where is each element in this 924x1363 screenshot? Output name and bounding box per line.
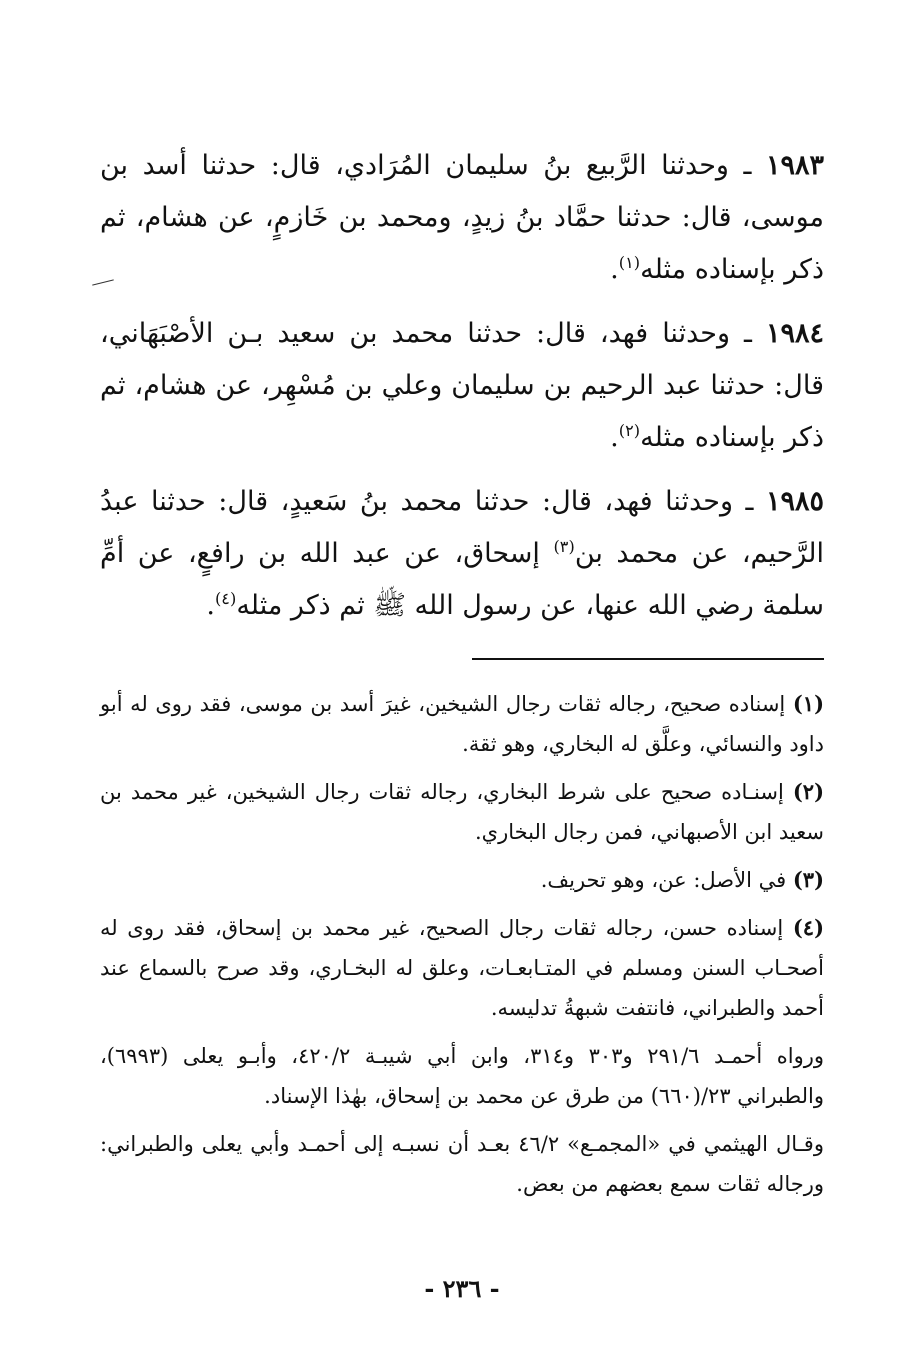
footnote-4-continuation: ورواه أحمـد ٢٩١/٦ و٣٠٣ و٣١٤، وابن أبي شيبـة ٤٢٠/٢، وأبـو يعلى (٦٩٩٣)، والطبراني ٢٣/(٦٦٠) من طرق عن محمد بن إسحاق، بهٰذا الإسناد.: [100, 1044, 824, 1108]
footnote-number: (١): [792, 691, 824, 716]
footnote-4-continuation: وقـال الهيثمي في «المجمـع» ٤٦/٢ بعـد أن نسبـه إلى أحمـد وأبي يعلى والطبراني: ورجاله ثقات سمع بعضهم من بعض.: [100, 1132, 824, 1196]
hadith-number: ١٩٨٣: [766, 150, 825, 181]
hadith-text: وحدثنا فهد، قال: حدثنا محمد بن سعيد بـن الأصْبَهَاني، قال: حدثنا عبد الرحيم بن سليمان وعلي بن مُسْهِر، عن هشام، ثم ذكر بإسناده مثله: [100, 318, 824, 453]
footnote-3: [100, 860, 824, 900]
hadith-1984: ١٩٨٤ ـ وحدثنا فهد، قال: حدثنا محمد بن سعيد بـن الأصْبَهَاني، قال: حدثنا عبد الرحيم بن سليمان وعلي بن مُسْهِر، عن هشام، ثم ذكر بإسناده مثله$^{(٢)}$.: [100, 318, 825, 453]
footnote-text: إسنـاده صحيح على شرط البخاري، رجاله ثقات رجال الشيخين، غير محمد بن سعيد ابن الأصبهاني، فمن رجال البخاري.: [100, 780, 824, 844]
footnote-text: في الأصل: عن، وهو تحريف.: [540, 868, 787, 892]
hadith-text: إسحاق، عن عبد الله بن رافعٍ، عن أمِّ سلمة رضي الله عنها، عن رسول الله ﷺ ثم ذكر مثله: [100, 538, 824, 621]
footnote-text: إسناده صحيح، رجاله ثقات رجال الشيخين، غيرَ أسد بن موسى، فقد روى له أبو داود والنسائي، وعلَّق له البخاري، وهو ثقة.: [100, 692, 824, 756]
hadith-number: ١٩٨٤: [766, 318, 825, 349]
hadith-number: ١٩٨٥: [765, 486, 824, 517]
footnote-ref: (٣): [553, 537, 575, 556]
footnote-divider: [472, 658, 824, 660]
footnote-ref: (٢): [618, 421, 641, 440]
hadith-text: وحدثنا الرَّبيع بنُ سليمان المُرَادي، قال: حدثنا أسد بن موسى، قال: حدثنا حمَّاد بنُ زيدٍ، ومحمد بن خَازمٍ، عن هشام، ثم ذكر بإسناده مثله: [100, 150, 824, 285]
footnote-1: [100, 684, 824, 764]
footnote-text: إسناده حسن، رجاله ثقات رجال الصحيح، غير محمد بن إسحاق، فقد روى له أصحـاب السنن ومسلم في المتـابعـات، وعلق له البخـاري، وقد صرح بالسماع عند أحمد والطبراني، فانتفت شبهةُ تدليسه.: [100, 916, 824, 1020]
hadith-1985: ١٩٨٥ ـ وحدثنا فهد، قال: حدثنا محمد بنُ سَعيدٍ، قال: حدثنا عبدُ الرَّحيم، عن محمد بن$^{(٣)}$ إسحاق، عن عبد الله بن رافعٍ، عن أمِّ سلمة رضي الله عنها، عن رسول الله ﷺ ثم ذكر مثله$^{(٤)}$.: [100, 486, 824, 621]
footnote-number: (٢): [792, 779, 824, 804]
footnote-number: (٣): [792, 867, 824, 892]
footnote-4: [100, 908, 824, 1028]
hadith-1983: ١٩٨٣ ـ وحدثنا الرَّبيع بنُ سليمان المُرَادي، قال: حدثنا أسد بن موسى، قال: حدثنا حمَّاد بنُ زيدٍ، ومحمد بن خَازمٍ، عن هشام، ثم ذكر بإسناده مثله$^{(١)}$.: [100, 150, 825, 285]
hadith-text: وحدثنا فهد، قال: حدثنا محمد بنُ سَعيدٍ، قال: حدثنا عبدُ الرَّحيم، عن محمد بن: [100, 486, 824, 569]
page: [100, 140, 824, 1303]
page-number: - ٢٣٦ -: [424, 1274, 500, 1303]
footnote-number: (٤): [792, 915, 824, 940]
footnote-ref: (٤): [214, 589, 237, 608]
footnote-ref: (١): [618, 253, 641, 272]
footnote-2: [100, 772, 824, 852]
